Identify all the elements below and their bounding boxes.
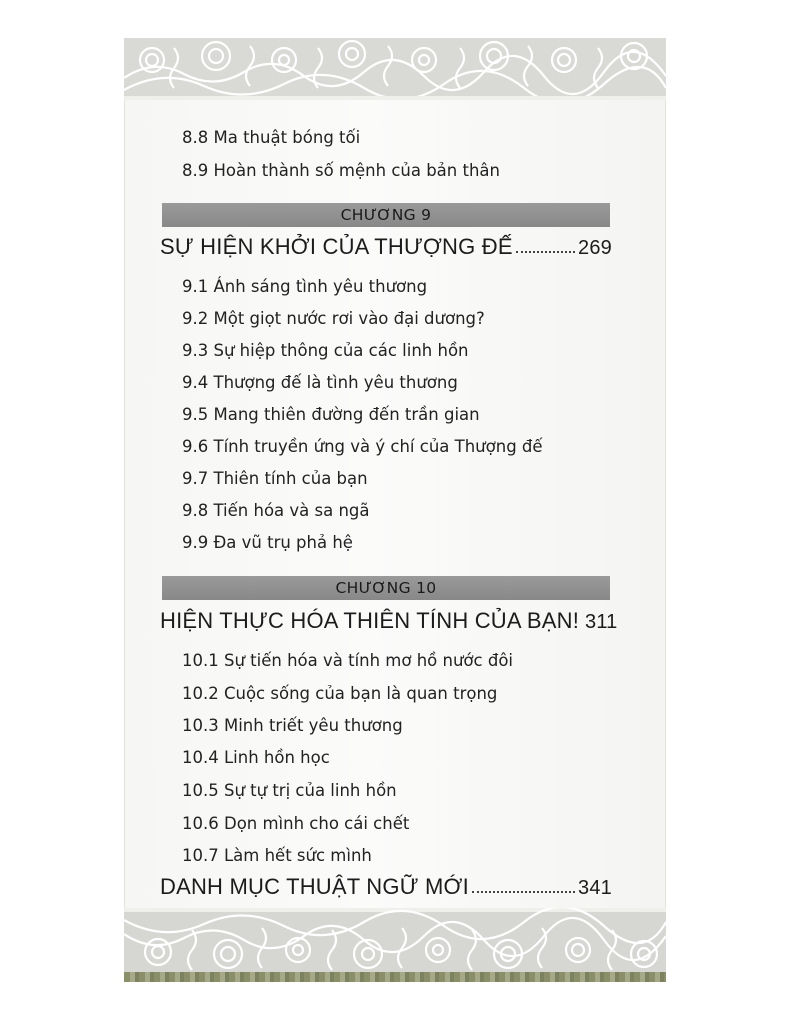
toc-item-10-6: 10.6 Dọn mình cho cái chết [182, 814, 410, 833]
toc-item-9-1: 9.1 Ánh sáng tình yêu thương [182, 277, 428, 296]
chapter-10-page-number: 311 [585, 611, 618, 633]
toc-item-9-4: 9.4 Thượng đế là tình yêu thương [182, 373, 458, 392]
decorative-band [124, 972, 666, 982]
toc-item-10-4: 10.4 Linh hồn học [182, 748, 330, 767]
toc-item-9-3: 9.3 Sự hiệp thông của các linh hồn [182, 341, 469, 360]
chapter-10-label: CHƯƠNG 10 [162, 576, 610, 600]
toc-item-10-3: 10.3 Minh triết yêu thương [182, 716, 403, 735]
book-page [124, 38, 666, 982]
decorative-border-bottom [124, 908, 666, 974]
chapter-9-title: SỰ HIỆN KHỞI CỦA THƯỢNG ĐẾ [160, 234, 513, 259]
toc-item-10-5: 10.5 Sự tự trị của linh hồn [182, 781, 397, 800]
dot-leader [516, 249, 575, 253]
toc-item-10-7: 10.7 Làm hết sức mình [182, 846, 372, 865]
toc-item-9-9: 9.9 Đa vũ trụ phả hệ [182, 533, 353, 552]
toc-item-9-7: 9.7 Thiên tính của bạn [182, 469, 368, 488]
chapter-10-title: HIỆN THỰC HÓA THIÊN TÍNH CỦA BẠN! [160, 608, 580, 633]
toc-item-9-2: 9.2 Một giọt nước rơi vào đại dương? [182, 309, 485, 328]
chapter-9-label: CHƯƠNG 9 [162, 203, 610, 227]
glossary-page-number: 341 [578, 877, 612, 899]
toc-item-10-1: 10.1 Sự tiến hóa và tính mơ hồ nước đôi [182, 651, 513, 670]
glossary-title-line [160, 872, 612, 902]
chapter-10-title-line [160, 606, 618, 636]
dot-leader [472, 889, 575, 893]
decorative-border-top [124, 38, 666, 100]
chapter-9-title-line [160, 232, 612, 262]
toc-item-9-8: 9.8 Tiến hóa và sa ngã [182, 501, 370, 520]
glossary-title: DANH MỤC THUẬT NGỮ MỚI [160, 874, 469, 899]
toc-item-8-8: 8.8 Ma thuật bóng tối [182, 128, 361, 147]
toc-item-8-9: 8.9 Hoàn thành số mệnh của bản thân [182, 161, 500, 180]
toc-item-9-5: 9.5 Mang thiên đường đến trần gian [182, 405, 480, 424]
chapter-9-page-number: 269 [578, 237, 612, 259]
toc-item-10-2: 10.2 Cuộc sống của bạn là quan trọng [182, 684, 498, 703]
toc-item-9-6: 9.6 Tính truyền ứng và ý chí của Thượng đế [182, 437, 543, 456]
